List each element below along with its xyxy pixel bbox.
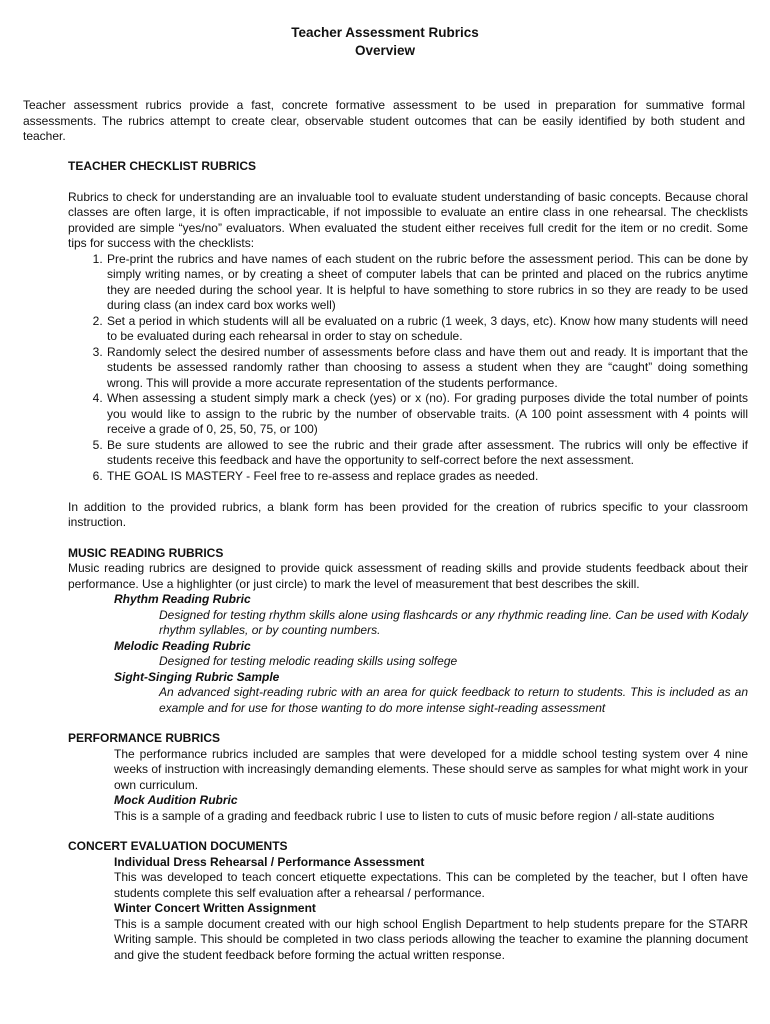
performance-paragraph: The performance rubrics included are samples that were developed for a middle school testing system over 4 nine weeks of instruction with increasingly demanding elements. These should serve as samples for what might work in your own curriculum. [114, 746, 748, 792]
list-item: 3. Randomly select the desired number of assessments before class and have them out and ready. It is important that the students be assessed randomly rather than choosing to assess a student when they are “caught” doing something wrong. This will provide a more accurate representation of the students performance. [106, 345, 748, 392]
section-heading-concert: CONCERT EVALUATION DOCUMENTS [68, 839, 288, 853]
rubric-desc-melodic: Designed for testing melodic reading skills using solfege [159, 654, 458, 668]
music-reading-paragraph: Music reading rubrics are designed to provide quick assessment of reading skills and provide students feedback about their performance. Use a highlighter (or just circle) to mark the level of measurement that best describes the skill. [68, 561, 748, 591]
section-music-reading [68, 546, 748, 717]
list-item: 4. When assessing a student simply mark a check (yes) or x (no). For grading purposes divide the total number of points you would like to assign to the rubric by the number of observable traits. (A 100 point assessment with 4 points will receive a grade of 0, 25, 50, 75, or 100) [106, 391, 748, 438]
doc-name-dress-rehearsal: Individual Dress Rehearsal / Performance Assessment [114, 854, 425, 869]
title-line-2: Overview [354, 43, 416, 58]
section-heading-music-reading: MUSIC READING RUBRICS [68, 545, 224, 560]
doc-name-winter-concert: Winter Concert Written Assignment [114, 901, 316, 915]
list-item: 1. Pre-print the rubrics and have names of each student on the rubric before the assessment period. This can be done by simply writing names, or by creating a sheet of computer labels that can be printed and placed on the rubrics anytime they are needed during the school year. It is helpful to have something to store rubrics in so they are ready to be used during class (an index card box works well) [106, 252, 748, 314]
section-heading-performance: PERFORMANCE RUBRICS [68, 731, 221, 745]
checklist-tips-list [68, 252, 748, 485]
section-teacher-checklist [68, 159, 748, 531]
doc-desc-winter-concert: This is a sample document created with our high school English Department to help students prepare for the STARR Writing sample. This should be completed in two class periods allowing the teacher to examine the planning document and give the student feedback before forming the actual written response. [114, 916, 748, 962]
list-item: 5. Be sure students are allowed to see the rubric and their grade after assessment. The rubrics will only be effective if students receive this feedback and have the opportunity to self-correct before the next assessment. [106, 438, 748, 469]
rubric-desc-rhythm: Designed for testing rhythm skills alone using flashcards or any rhythmic reading line. Can be used with Kodaly rhythm syllables, or by counting numbers. [159, 607, 748, 637]
checklist-paragraph: Rubrics to check for understanding are an invaluable tool to evaluate student understanding of basic concepts. Because choral classes are often large, it is often impracticable, if not impossible to evaluate an entire class in one rehearsal. The checklists provided are simple “yes/no” evaluators. When evaluated the student either receives full credit for the item or no credit. Some tips for success with the checklists: [68, 189, 748, 250]
document-title [0, 0, 770, 60]
rubric-desc-mock-audition: This is a sample of a grading and feedback rubric I use to listen to cuts of music before region / all-state auditions [114, 808, 715, 823]
rubric-desc-sight-singing: An advanced sight-reading rubric with an area for quick feedback to return to students. This is included as an example and for use for those wanting to do more intense sight-reading assessment [159, 685, 748, 715]
rubric-name-melodic: Melodic Reading Rubric [114, 638, 251, 653]
doc-desc-dress-rehearsal: This was developed to teach concert etiquette expectations. This can be completed by the teacher, but I often have students complete this self evaluation after a rehearsal / performance. [114, 870, 748, 900]
section-heading-checklist: TEACHER CHECKLIST RUBRICS [68, 158, 257, 173]
rubric-name-rhythm: Rhythm Reading Rubric [114, 592, 251, 606]
checklist-closing-paragraph: In addition to the provided rubrics, a blank form has been provided for the creation of rubrics specific to your classroom instruction. [68, 499, 748, 529]
section-concert-evaluation [68, 839, 748, 963]
rubric-name-sight-singing: Sight-Singing Rubric Sample [114, 669, 280, 684]
rubric-name-mock-audition: Mock Audition Rubric [114, 793, 238, 807]
section-performance [68, 731, 748, 824]
title-line-1: Teacher Assessment Rubrics [291, 25, 479, 40]
list-item: 6. THE GOAL IS MASTERY - Feel free to re-assess and replace grades as needed. [106, 469, 748, 485]
intro-paragraph: Teacher assessment rubrics provide a fast, concrete formative assessment to be used in preparation for summative formal assessments. The rubrics attempt to create clear, observable student outcomes that can be easily identified by both student and teacher. [23, 98, 745, 143]
list-item: 2. Set a period in which students will all be evaluated on a rubric (1 week, 3 days, etc). Know how many students will need to be evaluated during each rehearsal in order to stay on schedule. [106, 314, 748, 345]
